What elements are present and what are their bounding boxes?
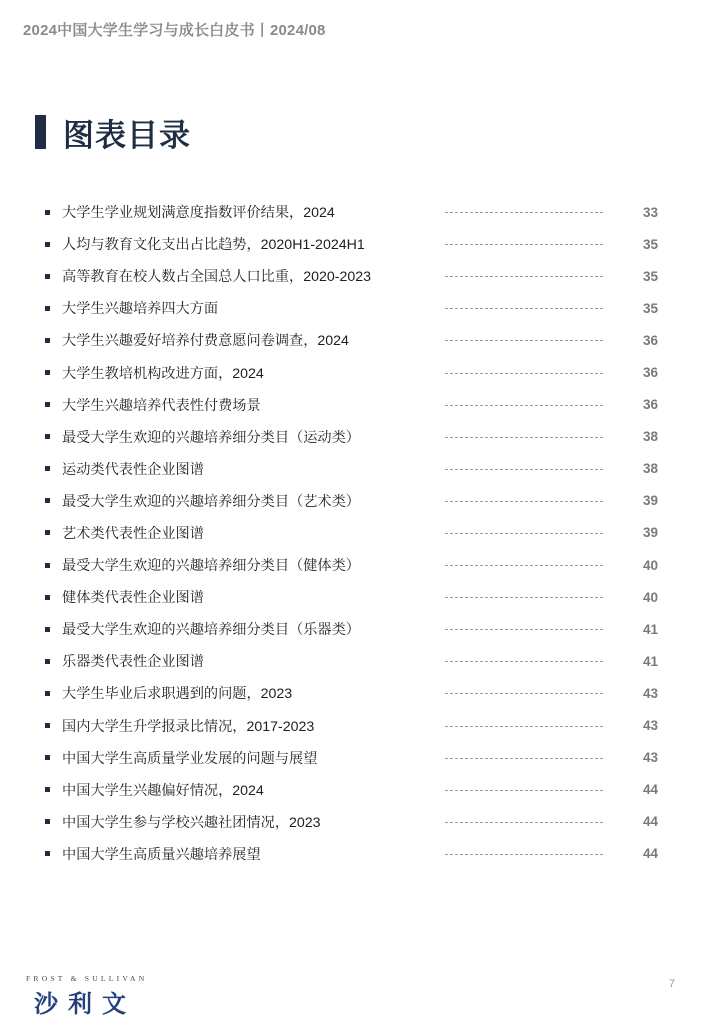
bullet-icon	[45, 851, 50, 856]
toc-entry-title: 艺术类代表性企业图谱	[62, 525, 204, 542]
bullet-icon	[45, 530, 50, 535]
dotted-leader	[445, 340, 603, 341]
toc-entry-title: 大学生兴趣爱好培养付费意愿问卷调查，2024	[62, 333, 349, 350]
toc-entry[interactable]	[42, 485, 662, 517]
toc-entry[interactable]	[42, 292, 662, 324]
bullet-icon	[45, 723, 50, 728]
dotted-leader	[445, 501, 603, 502]
toc-entry-page-number: 40	[642, 589, 658, 605]
toc-entry-page-number: 43	[642, 750, 658, 766]
toc-entry[interactable]	[42, 228, 662, 260]
toc-entry-title: 大学生教培机构改进方面，2024	[62, 365, 264, 382]
toc-entry-title: 大学生学业规划满意度指数评价结果，2024	[62, 205, 335, 222]
dotted-leader	[445, 244, 603, 245]
toc-entry-title: 运动类代表性企业图谱	[62, 461, 204, 478]
toc-entry-title: 乐器类代表性企业图谱	[62, 654, 204, 671]
page-number: 7	[668, 978, 675, 990]
bullet-icon	[45, 338, 50, 343]
bullet-icon	[45, 274, 50, 279]
toc-entry-title: 最受大学生欢迎的兴趣培养细分类目（健体类）	[62, 558, 360, 575]
bullet-icon	[45, 370, 50, 375]
toc-entry-page-number: 43	[642, 718, 658, 734]
dotted-leader	[445, 726, 603, 727]
frost-sullivan-logo	[26, 974, 154, 1019]
bullet-icon	[45, 498, 50, 503]
dotted-leader	[445, 212, 603, 213]
document-header: 2024中国大学生学习与成长白皮书丨2024/08	[23, 22, 326, 39]
dotted-leader	[445, 437, 603, 438]
toc-entry[interactable]	[42, 549, 662, 581]
dotted-leader	[445, 373, 603, 374]
toc-entry[interactable]	[42, 806, 662, 838]
toc-entry[interactable]	[42, 645, 662, 677]
logo-chinese-text: 沙利文	[34, 991, 136, 1018]
section-title	[35, 112, 191, 152]
bullet-icon	[45, 787, 50, 792]
toc-entry[interactable]	[42, 677, 662, 709]
toc-entry-page-number: 41	[642, 653, 658, 669]
page-title: 图表目录	[63, 117, 191, 153]
toc-entry[interactable]	[42, 453, 662, 485]
toc-entry[interactable]	[42, 710, 662, 742]
toc-entry-title: 最受大学生欢迎的兴趣培养细分类目（艺术类）	[62, 493, 360, 510]
bullet-icon	[45, 434, 50, 439]
toc-entry[interactable]	[42, 774, 662, 806]
logo-english-text: FROST & SULLIVAN	[26, 974, 148, 983]
bullet-icon	[45, 627, 50, 632]
bullet-icon	[45, 595, 50, 600]
toc-entry[interactable]	[42, 260, 662, 292]
dotted-leader	[445, 597, 603, 598]
toc-entry-page-number: 41	[642, 621, 658, 637]
toc-entry-title: 大学生兴趣培养四大方面	[62, 301, 219, 318]
toc-entry[interactable]	[42, 421, 662, 453]
dotted-leader	[445, 822, 603, 823]
dotted-leader	[445, 565, 603, 566]
toc-entry[interactable]	[42, 196, 662, 228]
bullet-icon	[45, 210, 50, 215]
dotted-leader	[445, 758, 603, 759]
bullet-icon	[45, 659, 50, 664]
toc-entry-page-number: 39	[642, 525, 658, 541]
toc-entry-page-number: 36	[642, 332, 658, 348]
toc-entry-title: 健体类代表性企业图谱	[62, 590, 204, 607]
toc-entry-page-number: 35	[642, 268, 658, 284]
toc-entry-page-number: 39	[642, 493, 658, 509]
toc-entry-title: 中国大学生高质量学业发展的问题与展望	[62, 750, 318, 767]
toc-entry-page-number: 36	[642, 365, 658, 381]
dotted-leader	[445, 854, 603, 855]
toc-entry-title: 中国大学生参与学校兴趣社团情况，2023	[62, 814, 321, 831]
toc-entry-page-number: 40	[642, 557, 658, 573]
toc-entry[interactable]	[42, 742, 662, 774]
toc-entry-page-number: 44	[642, 814, 658, 830]
dotted-leader	[445, 790, 603, 791]
bullet-icon	[45, 306, 50, 311]
toc-entry-page-number: 43	[642, 685, 658, 701]
toc-entry-title: 大学生兴趣培养代表性付费场景	[62, 397, 261, 414]
bullet-icon	[45, 691, 50, 696]
toc-entry-page-number: 44	[642, 846, 658, 862]
toc-entry-page-number: 35	[642, 300, 658, 316]
dotted-leader	[445, 533, 603, 534]
toc-entry[interactable]	[42, 517, 662, 549]
toc-entry-page-number: 38	[642, 461, 658, 477]
toc-entry-title: 人均与教育文化支出占比趋势，2020H1-2024H1	[62, 237, 365, 254]
bullet-icon	[45, 563, 50, 568]
dotted-leader	[445, 629, 603, 630]
dotted-leader	[445, 308, 603, 309]
toc-entry[interactable]	[42, 581, 662, 613]
toc-entry[interactable]	[42, 356, 662, 388]
title-accent-bar	[35, 115, 46, 149]
toc-entry-title: 高等教育在校人数占全国总人口比重，2020-2023	[62, 269, 372, 286]
figure-table-of-contents	[42, 196, 662, 870]
toc-entry[interactable]	[42, 613, 662, 645]
bullet-icon	[45, 755, 50, 760]
toc-entry-page-number: 44	[642, 782, 658, 798]
dotted-leader	[445, 661, 603, 662]
toc-entry[interactable]	[42, 389, 662, 421]
toc-entry-page-number: 35	[642, 236, 658, 252]
toc-entry-title: 中国大学生兴趣偏好情况，2024	[62, 782, 264, 799]
toc-entry-title: 中国大学生高质量兴趣培养展望	[62, 846, 261, 863]
toc-entry-title: 最受大学生欢迎的兴趣培养细分类目（乐器类）	[62, 622, 360, 639]
dotted-leader	[445, 469, 603, 470]
bullet-icon	[45, 242, 50, 247]
toc-entry-page-number: 33	[642, 204, 658, 220]
bullet-icon	[45, 466, 50, 471]
toc-entry-page-number: 38	[642, 429, 658, 445]
toc-entry[interactable]	[42, 838, 662, 870]
dotted-leader	[445, 693, 603, 694]
dotted-leader	[445, 276, 603, 277]
dotted-leader	[445, 405, 603, 406]
bullet-icon	[45, 819, 50, 824]
bullet-icon	[45, 402, 50, 407]
toc-entry-page-number: 36	[642, 397, 658, 413]
toc-entry-title: 大学生毕业后求职遇到的问题，2023	[62, 686, 293, 703]
toc-entry[interactable]	[42, 324, 662, 356]
toc-entry-title: 最受大学生欢迎的兴趣培养细分类目（运动类）	[62, 429, 360, 446]
toc-entry-title: 国内大学生升学报录比情况，2017-2023	[62, 718, 315, 735]
